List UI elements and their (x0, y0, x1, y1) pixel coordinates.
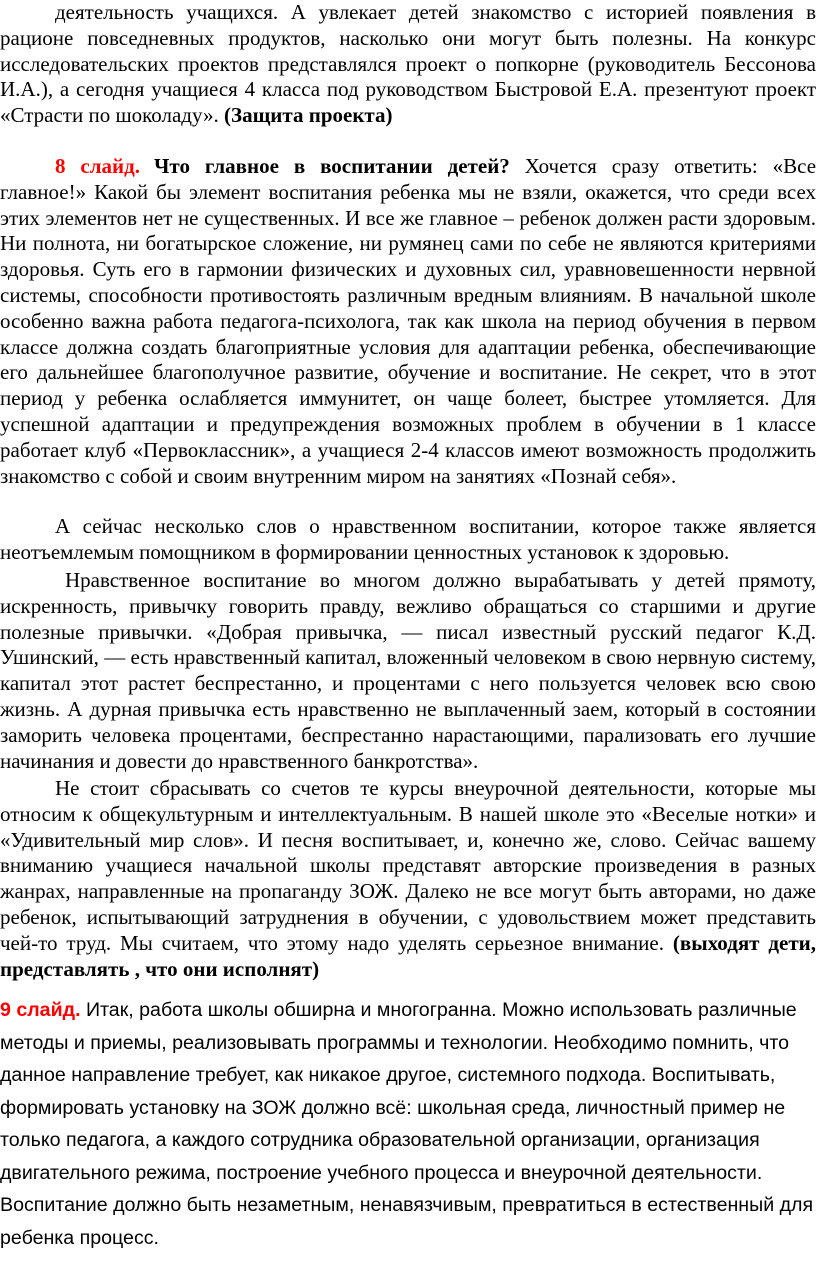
stage-direction: (Защита проекта) (224, 103, 393, 128)
slide-marker: 8 слайд. (55, 154, 141, 178)
paragraph-moral-education-intro (0, 514, 816, 566)
section-heading: Что главное в воспитании детей? (154, 154, 510, 178)
paragraph-text: Итак, работа школы обширна и многогранна. Можно использовать различные методы и приемы, реализовывать программы и технологии. Необходимо помнить, что данное направление требует, как никакое другое, системного подхода. Воспитывать, формировать установку на ЗОЖ должно всё: школьная среда, личностный пример не только педагога, а каждого сотрудника образовательной организации, организация двигательного режима, построение учебного процесса и внеурочной деятельности. Воспитание должно быть незаметным, ненавязчивым, превратиться в естественный для ребенка процесс. (0, 999, 814, 1249)
paragraph-text: А сейчас несколько слов о нравственном воспитании, которое также является неотъемлемым помощником в формировании ценностных установок к здоровью. (0, 514, 816, 564)
paragraph-ushinsky-quote (0, 568, 816, 774)
paragraph-extracurricular (0, 776, 816, 982)
stage-direction: (выходят дети, представлять , что они исполнят) (0, 930, 816, 981)
paragraph-text: деятельность учащихся. А увлекает детей знакомство с историей появления в рационе повседневных продуктов, насколько они могут быть полезны. На конкурс исследовательских проектов представлялся проект о попкорне (руководитель Бессонова И.А.), а сегодня учащиеся 4 класса под руководством Быстровой Е.А. презентуют проект «Страсти по шоколаду». (0, 0, 816, 128)
paragraph-text: Нравственное воспитание во многом должно вырабатывать у детей прямоту, искренность, привычку говорить правду, вежливо обращаться со старшими и другие полезные привычки. «Добрая привычка, — писал известный русский педагог К.Д. Ушинский, — есть нравственный капитал, вложенный человеком в свою нервную систему, капитал этот растет беспрестанно, и процентами с него пользуется человек всю свою жизнь. А дурная привычка есть нравственно не выплаченный заем, который в состоянии заморить человека процентами, беспрестанно нарастающими, парализовать его лучшие начинания и довести до нравственного банкротства». (0, 568, 816, 773)
slide-marker: 9 слайд. (0, 999, 81, 1021)
paragraph-text: Хочется сразу ответить: «Все главное!» Какой бы элемент воспитания ребенка мы не взяли, окажется, что среди всех этих элементов нет не существенных. И все же главное – ребенок должен расти здоровым. Ни полнота, ни богатырское сложение, ни румянец сами по себе не являются критериями здоровья. Суть его в гармонии физических и духовных сил, уравновешенности нервной системы, способности противостоять различным вредным влияниям. В начальной школе особенно важна работа педагога-психолога, так как школа на период обучения в первом классе должна создать благоприятные условия для адаптации ребенка, обеспечивающие его дальнейшее благополучное развитие, обучение и воспитание. Не секрет, что в этот период у ребенка ослабляется иммунитет, он чаще болеет, быстрее утомляется. Для успешной адаптации и предупреждения возможных проблем в обучении в 1 классе работает клуб «Первоклассник», а учащиеся 2-4 классов имеют возможность продолжить знакомство с собой и своим внутренним миром на занятиях «Познай себя». (0, 154, 816, 488)
paragraph-slide-8 (0, 154, 816, 489)
paragraph-projects (0, 0, 816, 129)
paragraph-text: Не стоит сбрасывать со счетов те курсы внеурочной деятельности, которые мы относим к общекультурным и интеллектуальным. В нашей школе это «Веселые нотки» и «Удивительный мир слов». И песня воспитывает, и, конечно же, слово. Сейчас вашему вниманию учащиеся начальной школы представят авторские произведения в разных жанрах, направленные на пропаганду ЗОЖ. Далеко не все могут быть авторами, но даже ребенок, испытывающий затруднения в обучении, с удовольствием может представить чей-то труд. Мы считаем, что этому надо уделять серьезное внимание. (0, 776, 816, 955)
paragraph-slide-9 (0, 994, 816, 1254)
